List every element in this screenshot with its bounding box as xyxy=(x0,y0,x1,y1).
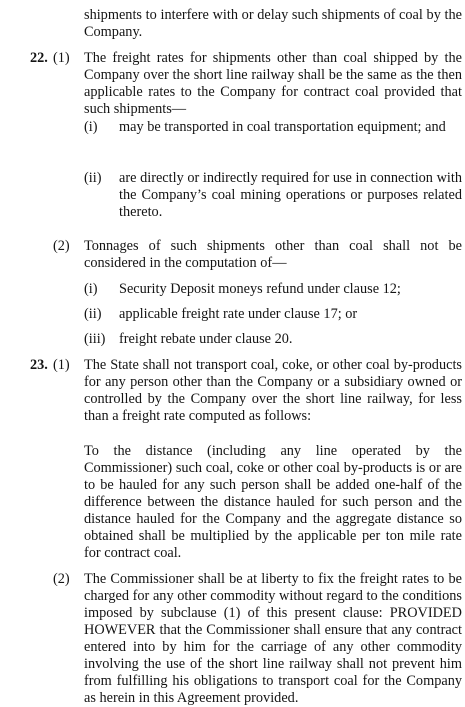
clause-22-item2-iii-text: freight rebate under clause 20. xyxy=(119,331,293,347)
clause-23-number: 23. xyxy=(30,357,48,373)
clause-23-sub2-label: (2) xyxy=(53,571,70,587)
clause-23-sub1-label: (1) xyxy=(53,357,70,373)
clause-22-item2-iii-label: (iii) xyxy=(84,331,106,347)
clause-22-item-ii-label: (ii) xyxy=(84,170,102,186)
clause-23-formula-text: To the distance (including any line operated by the Commissioner) such coal, coke or other coal by-products is or are to be hauled for any such person shall be added one-half of the difference between the distance hauled for such person and the distance hauled for the Company and the aggregate distance so obtained shall be multiplied by the applicable per ton mile rate for contract coal. xyxy=(84,443,462,561)
clause-23-sub1-text: The State shall not transport coal, coke, or other coal by-products for any person other than the Company or a subsidiary owned or controlled by the Company over the short line railway, for less than a freight rate computed as follows: xyxy=(84,357,462,424)
clause-23-sub2-text: The Commissioner shall be at liberty to fix the freight rates to be charged for any other commodity without regard to the conditions imposed by subclause (1) of this present clause: PROVIDED HOWEVER that the Commissioner shall ensure that any contract entered into by him for the carriage of any other commodity involving the use of the short line railway shall not prevent him from fulfilling his obligations to transport coal for the Company as herein in this Agreement provided. xyxy=(84,571,462,706)
continuation-paragraph: shipments to interfere with or delay such shipments of coal by the Company. xyxy=(84,7,462,40)
clause-22-sub2-label: (2) xyxy=(53,238,70,254)
clause-22-sub2-text: Tonnages of such shipments other than coal shall not be considered in the computation of— xyxy=(84,238,462,271)
clause-22-sub1-text: The freight rates for shipments other than coal shipped by the Company over the short line railway shall be the same as the then applicable rates to the Company for contract coal provided that such shipments— xyxy=(84,50,462,117)
clause-22-item-i-text: may be transported in coal transportation equipment; and xyxy=(119,119,446,135)
clause-22-item2-i-label: (i) xyxy=(84,281,98,297)
clause-22-number: 22. xyxy=(30,50,48,66)
clause-22-item2-ii-text: applicable freight rate under clause 17; or xyxy=(119,306,358,322)
clause-22-item2-ii-label: (ii) xyxy=(84,306,102,322)
clause-22-item2-i-text: Security Deposit moneys refund under clause 12; xyxy=(119,281,401,297)
clause-22-sub1-label: (1) xyxy=(53,50,70,66)
clause-22-item-ii-text: are directly or indirectly required for use in connection with the Company’s coal mining operations or purposes related thereto. xyxy=(119,170,462,220)
clause-22-item-i-label: (i) xyxy=(84,119,98,135)
